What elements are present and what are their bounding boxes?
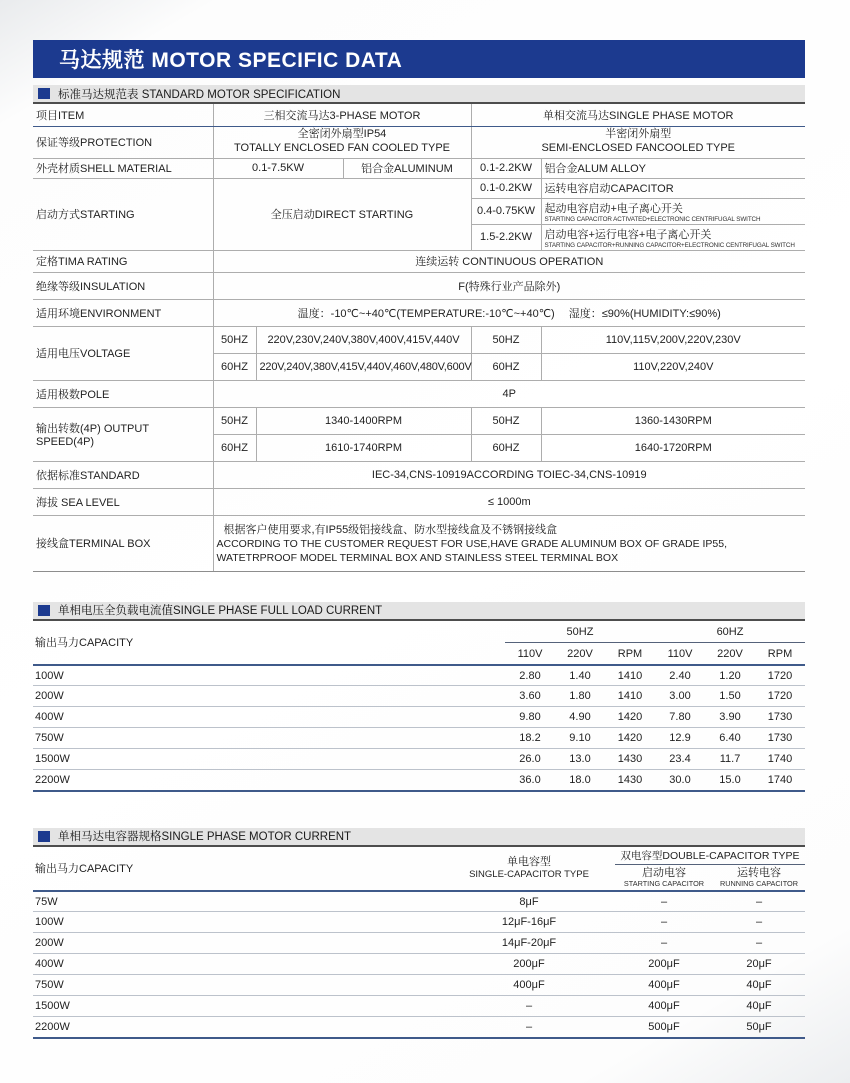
single-capacitor-en: SINGLE-CAPACITOR TYPE	[469, 869, 589, 881]
shell-sp-material-cell: 铝合金ALUM ALLOY	[541, 158, 805, 178]
starting-three-phase-cell: 全压启动DIRECT STARTING	[213, 178, 471, 250]
section-title: 单相电压全负载电流值SINGLE PHASE FULL LOAD CURRENT	[58, 605, 383, 618]
table-row	[33, 665, 805, 686]
voltage-tp-values-cell: 220V,230V,240V,380V,400V,415V,440V	[256, 326, 471, 353]
run-cap-cell: –	[713, 891, 805, 912]
shell-tp-range-cell: 0.1-7.5KW	[213, 158, 343, 178]
value-cell: 2.40	[655, 665, 705, 686]
terminal-cn: 根据客户使用要求,有IP55级铝接线盒、防水型接线盒及不锈钢接线盒	[223, 523, 558, 536]
voltage-tp-freq-cell: 60HZ	[213, 353, 256, 380]
value-cell: 1720	[755, 665, 805, 686]
run-cap-cell: –	[713, 933, 805, 954]
capacity-cell: 1500W	[33, 996, 443, 1017]
value-cell: 6.40	[705, 728, 755, 749]
table-row	[33, 178, 805, 198]
speed-sp-freq-cell: 60HZ	[471, 434, 541, 461]
table-row	[33, 250, 805, 272]
table-row	[33, 996, 805, 1017]
freq-group-60hz: 60HZ	[655, 621, 805, 643]
standard-spec-table	[33, 104, 805, 572]
table-row	[33, 707, 805, 728]
run-cap-cell: 50μF	[713, 1017, 805, 1038]
table-row	[33, 126, 805, 158]
row-label: 项目ITEM	[33, 104, 213, 126]
value-cell: 2.80	[505, 665, 555, 686]
starting-capacitor-cn: 启动电容	[642, 866, 686, 879]
table-header-row	[33, 847, 805, 865]
table-row	[33, 380, 805, 407]
single-cap-cell: 8μF	[443, 891, 615, 912]
subheader-110v: 110V	[505, 643, 555, 665]
value-cell: 1430	[605, 770, 655, 791]
starting-desc-cell	[541, 224, 805, 250]
section-title: 单相马达电容器规格SINGLE PHASE MOTOR CURRENT	[58, 831, 352, 844]
table-row	[33, 515, 805, 571]
single-cap-cell: –	[443, 1017, 615, 1038]
start-cap-cell: –	[615, 891, 713, 912]
capacity-cell: 75W	[33, 891, 443, 912]
capacity-cell: 100W	[33, 665, 505, 686]
table-row	[33, 104, 805, 126]
row-label: 启动方式STARTING	[33, 178, 213, 250]
speed-tp-freq-cell: 60HZ	[213, 434, 256, 461]
table-row	[33, 326, 805, 353]
start-cap-cell: 400μF	[615, 996, 713, 1017]
section-bullet-icon	[38, 88, 50, 99]
standard-value-cell: IEC-34,CNS-10919ACCORDING TOIEC-34,CNS-10919	[213, 461, 805, 488]
speed-sp-values-cell: 1360-1430RPM	[541, 407, 805, 434]
section-header-full-load-current	[33, 602, 805, 621]
section-bullet-icon	[38, 831, 50, 842]
single-phase-header-cell: 单相交流马达SINGLE PHASE MOTOR	[471, 104, 805, 126]
protection-sp-cn: 半密闭外扇型	[605, 128, 672, 141]
starting-range-cell: 0.1-0.2KW	[471, 178, 541, 198]
value-cell: 1740	[755, 749, 805, 770]
table-row	[33, 770, 805, 791]
table-row	[33, 461, 805, 488]
table-row	[33, 954, 805, 975]
row-label: 输出转数(4P) OUTPUT SPEED(4P)	[33, 407, 213, 461]
row-label: 外壳材质SHELL MATERIAL	[33, 158, 213, 178]
speed-sp-freq-cell: 50HZ	[471, 407, 541, 434]
value-cell: 26.0	[505, 749, 555, 770]
capacitor-spec-table	[33, 847, 805, 1039]
table-row	[33, 407, 805, 434]
section-bullet-icon	[38, 605, 50, 616]
table-row	[33, 975, 805, 996]
start-cap-cell: 400μF	[615, 975, 713, 996]
voltage-sp-freq-cell: 50HZ	[471, 326, 541, 353]
voltage-sp-freq-cell: 60HZ	[471, 353, 541, 380]
starting-desc-en: STARTING CAPACITOR+RUNNING CAPACITOR+ELECTRONIC CENTRIFUGAL SWITCH	[544, 241, 795, 249]
page-title: 马达规范 MOTOR SPECIFIC DATA	[59, 49, 403, 72]
section-header-capacitor-spec	[33, 828, 805, 847]
subheader-rpm: RPM	[605, 643, 655, 665]
speed-tp-values-cell: 1610-1740RPM	[256, 434, 471, 461]
value-cell: 1420	[605, 707, 655, 728]
value-cell: 1.80	[555, 686, 605, 707]
value-cell: 30.0	[655, 770, 705, 791]
table-row	[33, 272, 805, 299]
capacity-cell: 750W	[33, 728, 505, 749]
table-row	[33, 488, 805, 515]
single-cap-cell: –	[443, 996, 615, 1017]
value-cell: 1730	[755, 707, 805, 728]
start-cap-cell: –	[615, 933, 713, 954]
start-cap-cell: –	[615, 912, 713, 933]
running-capacitor-cn: 运转电容	[737, 866, 781, 879]
speed-sp-values-cell: 1640-1720RPM	[541, 434, 805, 461]
shell-sp-range-cell: 0.1-2.2KW	[471, 158, 541, 178]
table-row	[33, 1017, 805, 1038]
capacity-cell: 400W	[33, 707, 505, 728]
value-cell: 1.50	[705, 686, 755, 707]
value-cell: 4.90	[555, 707, 605, 728]
subheader-220v: 220V	[555, 643, 605, 665]
subheader-rpm: RPM	[755, 643, 805, 665]
value-cell: 1740	[755, 770, 805, 791]
start-cap-cell: 500μF	[615, 1017, 713, 1038]
table-row	[33, 933, 805, 954]
value-cell: 13.0	[555, 749, 605, 770]
row-label: 绝缘等级INSULATION	[33, 272, 213, 299]
table-row	[33, 686, 805, 707]
voltage-tp-freq-cell: 50HZ	[213, 326, 256, 353]
running-capacitor-header	[713, 865, 805, 891]
table-header-row	[33, 621, 805, 643]
value-cell: 23.4	[655, 749, 705, 770]
pole-value-cell: 4P	[213, 380, 805, 407]
starting-desc-en: STARTING CAPACITOR ACTIVATED+ELECTRONIC CENTRIFUGAL SWITCH	[544, 215, 761, 223]
sea-level-value-cell: ≤ 1000m	[213, 488, 805, 515]
row-label: 接线盒TERMINAL BOX	[33, 515, 213, 571]
row-label: 适用极数POLE	[33, 380, 213, 407]
value-cell: 3.90	[705, 707, 755, 728]
value-cell: 1420	[605, 728, 655, 749]
single-capacitor-header	[443, 847, 615, 891]
section-title: 标准马达规范表 STANDARD MOTOR SPECIFICATION	[58, 88, 341, 101]
capacity-cell: 200W	[33, 933, 443, 954]
capacity-cell: 200W	[33, 686, 505, 707]
full-load-current-table	[33, 621, 805, 792]
three-phase-header-cell: 三相交流马达3-PHASE MOTOR	[213, 104, 471, 126]
table-row	[33, 749, 805, 770]
voltage-tp-values-cell: 220V,240V,380V,415V,440V,460V,480V,600V	[256, 353, 471, 380]
single-cap-cell: 14μF-20μF	[443, 933, 615, 954]
terminal-en-line1: ACCORDING TO THE CUSTOMER REQUEST FOR USE,HAVE GRADE ALUMINUM BOX OF GRADE IP55,	[216, 538, 728, 551]
run-cap-cell: 40μF	[713, 975, 805, 996]
value-cell: 9.10	[555, 728, 605, 749]
value-cell: 1.20	[705, 665, 755, 686]
value-cell: 1.40	[555, 665, 605, 686]
page-banner	[33, 40, 805, 78]
freq-group-50hz: 50HZ	[505, 621, 655, 643]
value-cell: 1410	[605, 665, 655, 686]
shell-tp-material-cell: 铝合金ALUMINUM	[343, 158, 471, 178]
protection-sp-en: SEMI-ENCLOSED FANCOOLED TYPE	[541, 142, 736, 154]
table-row	[33, 912, 805, 933]
value-cell: 15.0	[705, 770, 755, 791]
row-label: 适用环境ENVIRONMENT	[33, 299, 213, 326]
table-row	[33, 891, 805, 912]
run-cap-cell: 40μF	[713, 996, 805, 1017]
table-row	[33, 158, 805, 178]
value-cell: 1730	[755, 728, 805, 749]
value-cell: 18.2	[505, 728, 555, 749]
speed-tp-freq-cell: 50HZ	[213, 407, 256, 434]
starting-range-cell: 1.5-2.2KW	[471, 224, 541, 250]
voltage-sp-values-cell: 110V,115V,200V,220V,230V	[541, 326, 805, 353]
value-cell: 12.9	[655, 728, 705, 749]
capacity-cell: 400W	[33, 954, 443, 975]
run-cap-cell: 20μF	[713, 954, 805, 975]
protection-tp-en: TOTALLY ENCLOSED FAN COOLED TYPE	[234, 142, 450, 154]
starting-desc-cell	[541, 198, 805, 224]
starting-capacitor-header	[615, 865, 713, 891]
protection-single-phase-cell	[471, 126, 805, 158]
protection-three-phase-cell	[213, 126, 471, 158]
row-label: 适用电压VOLTAGE	[33, 326, 213, 380]
value-cell: 1720	[755, 686, 805, 707]
table-row	[33, 728, 805, 749]
value-cell: 7.80	[655, 707, 705, 728]
value-cell: 1430	[605, 749, 655, 770]
single-cap-cell: 12μF-16μF	[443, 912, 615, 933]
starting-range-cell: 0.4-0.75KW	[471, 198, 541, 224]
single-cap-cell: 200μF	[443, 954, 615, 975]
value-cell: 18.0	[555, 770, 605, 791]
capacity-cell: 750W	[33, 975, 443, 996]
run-cap-cell: –	[713, 912, 805, 933]
row-label: 海拔 SEA LEVEL	[33, 488, 213, 515]
capacity-cell: 2200W	[33, 1017, 443, 1038]
insulation-value-cell: F(特殊行业产品除外)	[213, 272, 805, 299]
page-content	[33, 40, 805, 1039]
starting-desc-cell: 运转电容启动CAPACITOR	[541, 178, 805, 198]
row-label: 保证等级PROTECTION	[33, 126, 213, 158]
running-capacitor-en: RUNNING CAPACITOR	[720, 878, 798, 888]
value-cell: 3.00	[655, 686, 705, 707]
capacity-cell: 100W	[33, 912, 443, 933]
protection-tp-cn: 全密闭外扇型IP54	[297, 128, 387, 141]
start-cap-cell: 200μF	[615, 954, 713, 975]
starting-desc-cn: 启动电容+运行电容+电子离心开关	[544, 228, 712, 241]
section-header-standard-spec	[33, 85, 805, 104]
terminal-box-cell	[213, 515, 805, 571]
table-row	[33, 299, 805, 326]
row-label: 依据标准STANDARD	[33, 461, 213, 488]
single-cap-cell: 400μF	[443, 975, 615, 996]
row-label: 定格TIMA RATING	[33, 250, 213, 272]
environment-value-cell: 温度：-10℃~+40℃(TEMPERATURE:-10℃~+40℃) 湿度：≤90%(HUMIDITY:≤90%)	[213, 299, 805, 326]
starting-desc-cn: 起动电容启动+电子离心开关	[544, 202, 683, 215]
value-cell: 36.0	[505, 770, 555, 791]
subheader-110v: 110V	[655, 643, 705, 665]
double-capacitor-header: 双电容型DOUBLE-CAPACITOR TYPE	[615, 847, 805, 865]
speed-tp-values-cell: 1340-1400RPM	[256, 407, 471, 434]
capacity-cell: 1500W	[33, 749, 505, 770]
value-cell: 11.7	[705, 749, 755, 770]
voltage-sp-values-cell: 110V,220V,240V	[541, 353, 805, 380]
single-capacitor-cn: 单电容型	[507, 856, 551, 869]
capacity-column-header: 输出马力CAPACITY	[33, 621, 505, 665]
value-cell: 1410	[605, 686, 655, 707]
capacity-cell: 2200W	[33, 770, 505, 791]
subheader-220v: 220V	[705, 643, 755, 665]
capacity-column-header: 输出马力CAPACITY	[33, 847, 443, 891]
starting-capacitor-en: STARTING CAPACITOR	[623, 878, 705, 888]
value-cell: 3.60	[505, 686, 555, 707]
terminal-en-line2: WATETRPROOF MODEL TERMINAL BOX AND STAINLESS STEEL TERMINAL BOX	[216, 551, 619, 564]
rating-value-cell: 连续运转 CONTINUOUS OPERATION	[213, 250, 805, 272]
value-cell: 9.80	[505, 707, 555, 728]
